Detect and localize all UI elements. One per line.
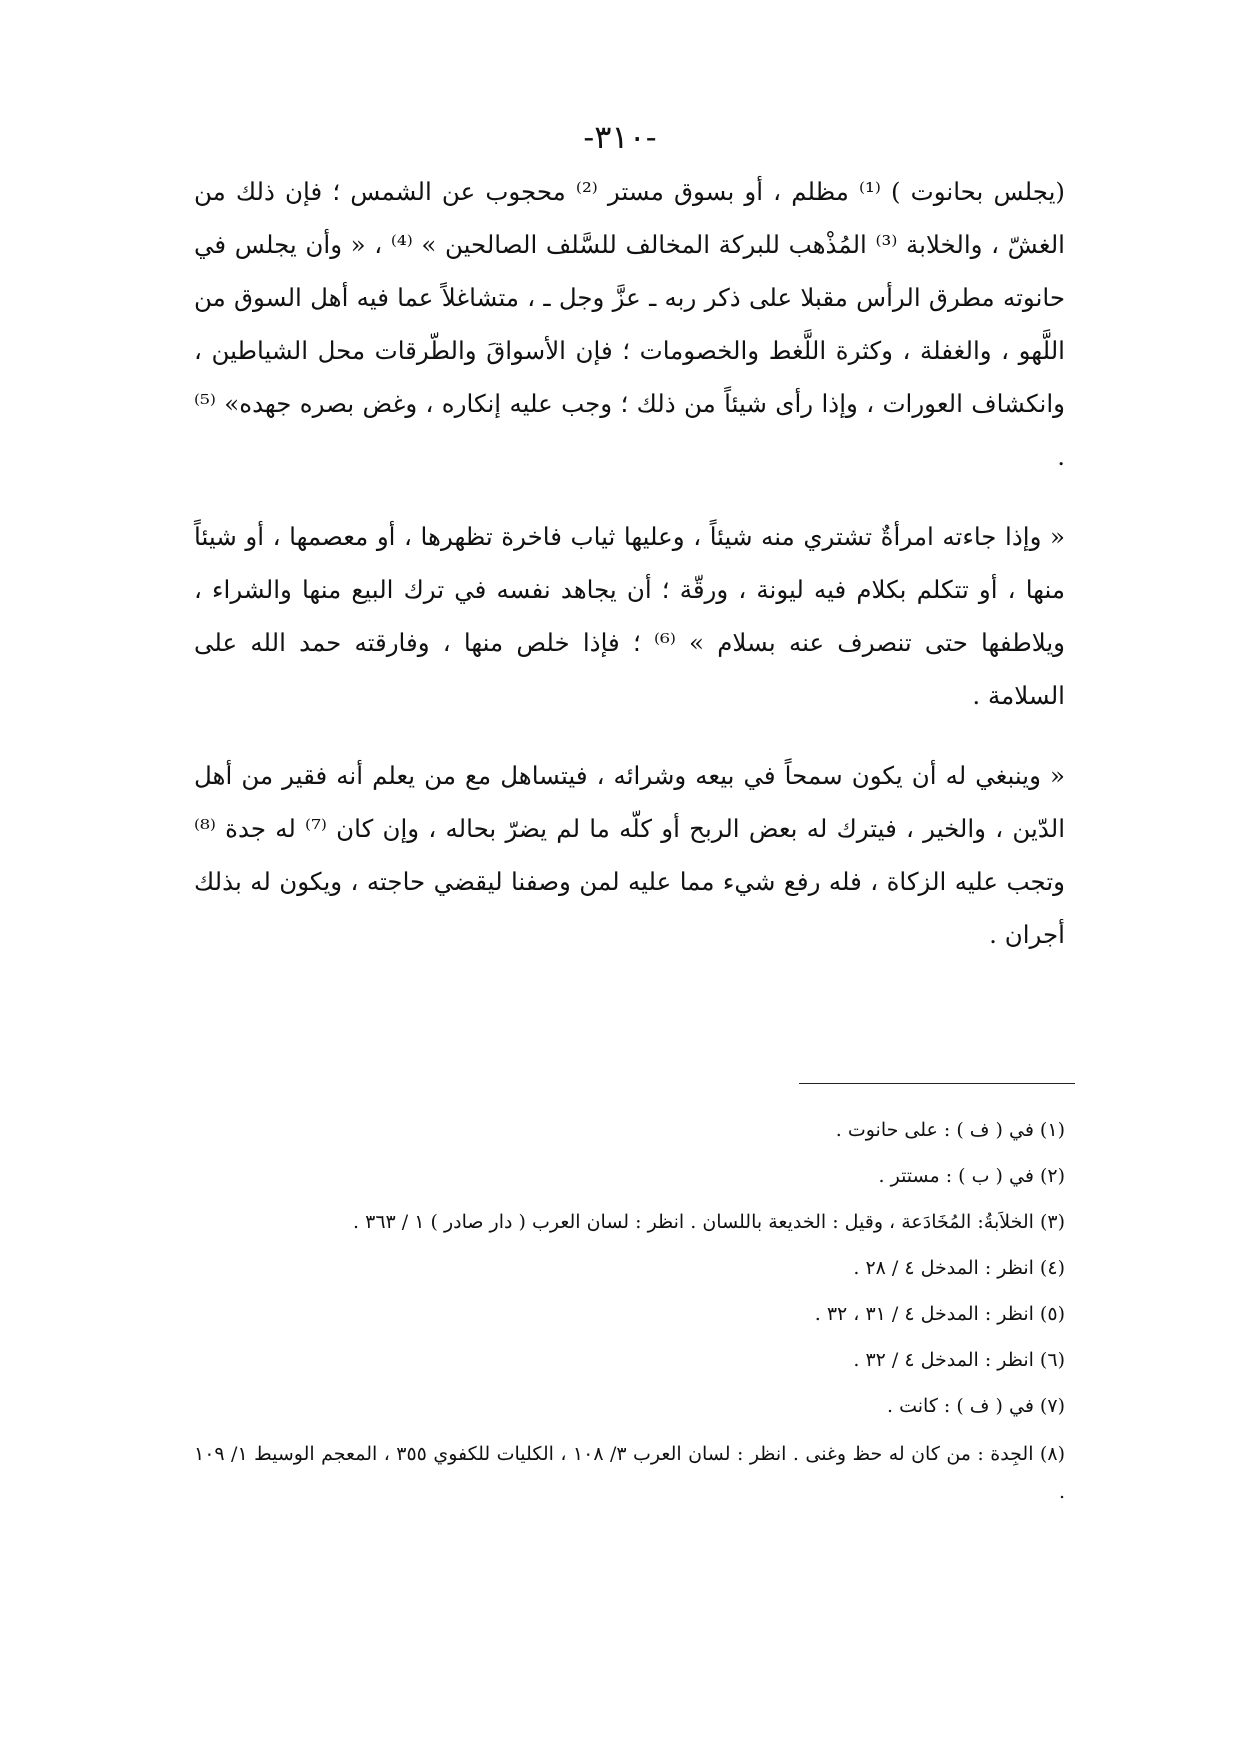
paragraph-3: « وينبغي له أن يكون سمحاً في بيعه وشرائه ، فيتساهل مع من يعلم أنه فقير من أهل الدّين ، والخير ، فيترك له بعض الربح أو كلّه ما لم يضرّ بحاله ، وإن كان ⁽⁷⁾ له جدة ⁽⁸⁾ وتجب عليه الزكاة ، فله رفع شيء مما عليه لمن وصفنا ليقضي حاجته ، ويكون له بذلك أجران .: [194, 761, 1065, 949]
paragraph-2: « وإذا جاءته امرأةٌ تشتري منه شيئاً ، وعليها ثياب فاخرة تظهرها ، أو معصمها ، أو شيئاً منها ، أو تتكلم بكلام فيه ليونة ، ورقّة ؛ أن يجاهد نفسه في ترك البيع منها والشراء ، ويلاطفها حتى تنصرف عنه بسلام » ⁽⁶⁾ ؛ فإذا خلص منها ، وفارقته حمد الله على السلامة .: [194, 522, 1065, 710]
main-text: [194, 165, 1065, 988]
footnote-6: (٦) انظر : المدخل ٤ / ٣٢ .: [853, 1349, 1065, 1371]
footnotes: [194, 1107, 1065, 1511]
footnote-2: (٢) في ( ب ) : مستتر .: [878, 1165, 1065, 1187]
paragraph-1: (يجلس بحانوت ) ⁽¹⁾ مظلم ، أو بسوق مستر ⁽²⁾ محجوب عن الشمس ؛ فإن ذلك من الغشّ ، والخلابة ⁽³⁾ المُذْهب للبركة المخالف للسَّلف الصالحين » ⁽⁴⁾ ، « وأن يجلس في حانوته مطرق الرأس مقبلا على ذكر ربه ـ عزَّ وجل ـ ، متشاغلاً عما فيه أهل السوق من اللَّهو ، والغفلة ، وكثرة اللَّغط والخصومات ؛ فإن الأسواقَ والطّرقات محل الشياطين ، وانكشاف العورات ، وإذا رأى شيئاً من ذلك ؛ وجب عليه إنكاره ، وغض بصره جهده» ⁽⁵⁾ .: [194, 177, 1065, 471]
page-number: -٣١٠-: [583, 118, 657, 156]
footnote-8: (٨) الجِدة : من كان له حظ وغنى . انظر : لسان العرب ٣/ ١٠٨ ، الكليات للكفوي ٣٥٥ ، المعجم الوسيط ١/ ١٠٩ .: [194, 1443, 1065, 1503]
footnote-4: (٤) انظر : المدخل ٤ / ٢٨ .: [853, 1257, 1065, 1279]
footnote-divider: [799, 1083, 1075, 1084]
footnote-3: (٣) الخلاَبةُ: المُخَادَعة ، وقيل : الخديعة باللسان . انظر : لسان العرب ( دار صادر ) ١ / ٣٦٣ .: [353, 1211, 1065, 1233]
footnote-5: (٥) انظر : المدخل ٤ / ٣١ ، ٣٢ .: [814, 1303, 1065, 1325]
footnote-1: (١) في ( ف ) : على حانوت .: [835, 1119, 1065, 1141]
footnote-7: (٧) في ( ف ) : كانت .: [887, 1395, 1065, 1417]
